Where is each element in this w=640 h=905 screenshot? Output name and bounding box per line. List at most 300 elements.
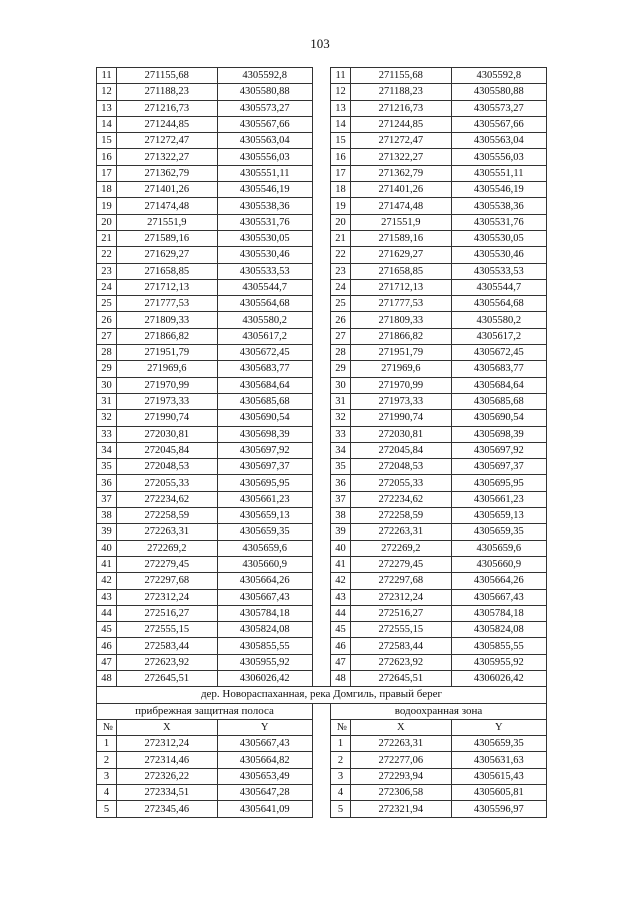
table-row — [97, 230, 547, 246]
table-row — [97, 670, 547, 686]
right-point-number: 41 — [331, 556, 351, 572]
header-num-right: № — [331, 719, 351, 735]
right-y-coordinate: 4305530,05 — [451, 230, 546, 246]
right-y-coordinate: 4305824,08 — [451, 622, 546, 638]
left-x-coordinate: 272334,51 — [117, 785, 217, 801]
right-point-number: 22 — [331, 247, 351, 263]
left-y-coordinate: 4305667,43 — [217, 736, 312, 752]
left-x-coordinate: 272045,84 — [117, 442, 217, 458]
left-point-number: 23 — [97, 263, 117, 279]
right-y-coordinate: 4305617,2 — [451, 328, 546, 344]
right-x-coordinate: 272234,62 — [351, 491, 451, 507]
left-y-coordinate: 4305617,2 — [217, 328, 312, 344]
table-row — [97, 654, 547, 670]
left-point-number: 43 — [97, 589, 117, 605]
table-row — [97, 622, 547, 638]
left-x-coordinate: 271973,33 — [117, 393, 217, 409]
right-y-coordinate: 4305580,88 — [451, 84, 546, 100]
column-gap — [312, 116, 330, 132]
right-x-coordinate: 271474,48 — [351, 198, 451, 214]
table-row — [97, 442, 547, 458]
right-y-coordinate: 4305659,13 — [451, 508, 546, 524]
header-y-left: Y — [217, 719, 312, 735]
right-x-coordinate: 272555,15 — [351, 622, 451, 638]
right-x-coordinate: 272293,94 — [351, 768, 451, 784]
left-x-coordinate: 271589,16 — [117, 230, 217, 246]
subtitle-row — [97, 703, 547, 719]
left-x-coordinate: 271551,9 — [117, 214, 217, 230]
left-point-number: 34 — [97, 442, 117, 458]
column-gap — [312, 312, 330, 328]
table-row — [97, 605, 547, 621]
column-gap — [312, 736, 330, 752]
column-gap — [312, 605, 330, 621]
left-x-coordinate: 271712,13 — [117, 279, 217, 295]
column-gap — [312, 475, 330, 491]
right-x-coordinate: 271188,23 — [351, 84, 451, 100]
right-point-number: 16 — [331, 149, 351, 165]
column-gap — [312, 459, 330, 475]
right-y-coordinate: 4305538,36 — [451, 198, 546, 214]
right-x-coordinate: 272263,31 — [351, 736, 451, 752]
right-x-coordinate: 272645,51 — [351, 670, 451, 686]
left-point-number: 32 — [97, 410, 117, 426]
right-y-coordinate: 4305631,63 — [451, 752, 546, 768]
left-point-number: 11 — [97, 68, 117, 84]
column-gap — [312, 361, 330, 377]
right-y-coordinate: 4305605,81 — [451, 785, 546, 801]
column-gap — [312, 100, 330, 116]
left-x-coordinate: 272055,33 — [117, 475, 217, 491]
page-number: 103 — [310, 36, 330, 51]
right-point-number: 45 — [331, 622, 351, 638]
left-x-coordinate: 272030,81 — [117, 426, 217, 442]
right-y-coordinate: 4305573,27 — [451, 100, 546, 116]
left-point-number: 25 — [97, 296, 117, 312]
right-point-number: 14 — [331, 116, 351, 132]
right-point-number: 21 — [331, 230, 351, 246]
left-x-coordinate: 271272,47 — [117, 133, 217, 149]
right-x-coordinate: 272048,53 — [351, 459, 451, 475]
left-x-coordinate: 272258,59 — [117, 508, 217, 524]
left-y-coordinate: 4305544,7 — [217, 279, 312, 295]
table-row — [97, 556, 547, 572]
left-point-number: 19 — [97, 198, 117, 214]
right-point-number: 11 — [331, 68, 351, 84]
left-x-coordinate: 271216,73 — [117, 100, 217, 116]
right-point-number: 20 — [331, 214, 351, 230]
left-x-coordinate: 272269,2 — [117, 540, 217, 556]
left-y-coordinate: 4305592,8 — [217, 68, 312, 84]
left-x-coordinate: 272555,15 — [117, 622, 217, 638]
column-gap — [312, 426, 330, 442]
table-row — [97, 768, 547, 784]
left-point-number: 29 — [97, 361, 117, 377]
left-x-coordinate: 272312,24 — [117, 736, 217, 752]
right-y-coordinate: 4305784,18 — [451, 605, 546, 621]
left-point-number: 27 — [97, 328, 117, 344]
left-point-number: 47 — [97, 654, 117, 670]
right-point-number: 15 — [331, 133, 351, 149]
column-gap — [312, 263, 330, 279]
left-y-coordinate: 4305784,18 — [217, 605, 312, 621]
table-row — [97, 263, 547, 279]
right-x-coordinate: 271969,6 — [351, 361, 451, 377]
left-x-coordinate: 271969,6 — [117, 361, 217, 377]
left-x-coordinate: 272623,92 — [117, 654, 217, 670]
table-row — [97, 573, 547, 589]
right-y-coordinate: 4305660,9 — [451, 556, 546, 572]
table-row — [97, 377, 547, 393]
header-x-right: X — [351, 719, 451, 735]
right-x-coordinate: 271629,27 — [351, 247, 451, 263]
column-gap — [312, 377, 330, 393]
right-point-number: 34 — [331, 442, 351, 458]
left-point-number: 31 — [97, 393, 117, 409]
right-y-coordinate: 4305855,55 — [451, 638, 546, 654]
left-y-coordinate: 4305551,11 — [217, 165, 312, 181]
table-row — [97, 426, 547, 442]
column-gap — [312, 328, 330, 344]
right-point-number: 48 — [331, 670, 351, 686]
right-y-coordinate: 4305564,68 — [451, 296, 546, 312]
column-gap — [312, 230, 330, 246]
column-gap — [312, 410, 330, 426]
right-point-number: 5 — [331, 801, 351, 817]
left-y-coordinate: 4305672,45 — [217, 345, 312, 361]
right-point-number: 17 — [331, 165, 351, 181]
left-x-coordinate: 272314,46 — [117, 752, 217, 768]
left-y-coordinate: 4305538,36 — [217, 198, 312, 214]
header-x-left: X — [117, 719, 217, 735]
right-point-number: 2 — [331, 752, 351, 768]
left-y-coordinate: 4305530,46 — [217, 247, 312, 263]
left-y-coordinate: 4305556,03 — [217, 149, 312, 165]
left-y-coordinate: 4305533,53 — [217, 263, 312, 279]
left-x-coordinate: 272279,45 — [117, 556, 217, 572]
right-x-coordinate: 272583,44 — [351, 638, 451, 654]
left-y-coordinate: 4305855,55 — [217, 638, 312, 654]
column-gap — [312, 296, 330, 312]
right-y-coordinate: 4305690,54 — [451, 410, 546, 426]
table-row — [97, 524, 547, 540]
left-y-coordinate: 4305683,77 — [217, 361, 312, 377]
right-x-coordinate: 272312,24 — [351, 589, 451, 605]
right-point-number: 26 — [331, 312, 351, 328]
left-x-coordinate: 271777,53 — [117, 296, 217, 312]
header-num-left: № — [97, 719, 117, 735]
left-x-coordinate: 272263,31 — [117, 524, 217, 540]
left-point-number: 33 — [97, 426, 117, 442]
right-y-coordinate: 4305659,35 — [451, 524, 546, 540]
left-y-coordinate: 4305653,49 — [217, 768, 312, 784]
left-x-coordinate: 271401,26 — [117, 182, 217, 198]
right-x-coordinate: 271973,33 — [351, 393, 451, 409]
left-y-coordinate: 4305955,92 — [217, 654, 312, 670]
right-y-coordinate: 4305544,7 — [451, 279, 546, 295]
column-gap — [312, 703, 330, 719]
right-point-number: 46 — [331, 638, 351, 654]
left-point-number: 41 — [97, 556, 117, 572]
right-point-number: 23 — [331, 263, 351, 279]
left-x-coordinate: 271809,33 — [117, 312, 217, 328]
left-point-number: 14 — [97, 116, 117, 132]
column-gap — [312, 540, 330, 556]
column-gap — [312, 247, 330, 263]
left-point-number: 45 — [97, 622, 117, 638]
column-gap — [312, 622, 330, 638]
right-y-coordinate: 4305615,43 — [451, 768, 546, 784]
column-gap — [312, 573, 330, 589]
right-point-number: 3 — [331, 768, 351, 784]
left-point-number: 17 — [97, 165, 117, 181]
left-point-number: 13 — [97, 100, 117, 116]
column-gap — [312, 68, 330, 84]
left-point-number: 40 — [97, 540, 117, 556]
right-point-number: 37 — [331, 491, 351, 507]
left-y-coordinate: 4305664,82 — [217, 752, 312, 768]
left-y-coordinate: 4306026,42 — [217, 670, 312, 686]
left-x-coordinate: 271188,23 — [117, 84, 217, 100]
left-point-number: 16 — [97, 149, 117, 165]
table-row — [97, 801, 547, 817]
left-y-coordinate: 4305564,68 — [217, 296, 312, 312]
left-point-number: 18 — [97, 182, 117, 198]
right-point-number: 4 — [331, 785, 351, 801]
left-x-coordinate: 272583,44 — [117, 638, 217, 654]
left-point-number: 22 — [97, 247, 117, 263]
right-point-number: 12 — [331, 84, 351, 100]
left-y-coordinate: 4305661,23 — [217, 491, 312, 507]
right-y-coordinate: 4305556,03 — [451, 149, 546, 165]
header-row — [97, 719, 547, 735]
right-point-number: 31 — [331, 393, 351, 409]
right-y-coordinate: 4305683,77 — [451, 361, 546, 377]
left-y-coordinate: 4305698,39 — [217, 426, 312, 442]
right-y-coordinate: 4305563,04 — [451, 133, 546, 149]
right-y-coordinate: 4305697,92 — [451, 442, 546, 458]
left-point-number: 4 — [97, 785, 117, 801]
left-y-coordinate: 4305641,09 — [217, 801, 312, 817]
table-row — [97, 100, 547, 116]
table-row — [97, 736, 547, 752]
column-gap — [312, 638, 330, 654]
right-y-coordinate: 4305661,23 — [451, 491, 546, 507]
table-row — [97, 133, 547, 149]
left-point-number: 24 — [97, 279, 117, 295]
left-point-number: 48 — [97, 670, 117, 686]
left-y-coordinate: 4305659,6 — [217, 540, 312, 556]
top-rows — [97, 68, 547, 687]
header-y-right: Y — [451, 719, 546, 735]
table-row — [97, 312, 547, 328]
right-x-coordinate: 272045,84 — [351, 442, 451, 458]
right-y-coordinate: 4305697,37 — [451, 459, 546, 475]
left-point-number: 3 — [97, 768, 117, 784]
left-y-coordinate: 4305684,64 — [217, 377, 312, 393]
right-point-number: 33 — [331, 426, 351, 442]
column-gap — [312, 768, 330, 784]
left-point-number: 46 — [97, 638, 117, 654]
left-x-coordinate: 271362,79 — [117, 165, 217, 181]
column-gap — [312, 182, 330, 198]
right-y-coordinate: 4306026,42 — [451, 670, 546, 686]
left-point-number: 37 — [97, 491, 117, 507]
left-y-coordinate: 4305697,37 — [217, 459, 312, 475]
right-point-number: 32 — [331, 410, 351, 426]
column-gap — [312, 752, 330, 768]
right-x-coordinate: 272321,94 — [351, 801, 451, 817]
column-gap — [312, 149, 330, 165]
left-y-coordinate: 4305530,05 — [217, 230, 312, 246]
left-x-coordinate: 271866,82 — [117, 328, 217, 344]
table-row — [97, 752, 547, 768]
section-title-row — [97, 687, 547, 703]
section-block — [97, 687, 547, 736]
right-x-coordinate: 272306,58 — [351, 785, 451, 801]
right-x-coordinate: 272030,81 — [351, 426, 451, 442]
table-row — [97, 84, 547, 100]
table-row — [97, 475, 547, 491]
right-point-number: 13 — [331, 100, 351, 116]
left-point-number: 44 — [97, 605, 117, 621]
right-point-number: 27 — [331, 328, 351, 344]
left-y-coordinate: 4305647,28 — [217, 785, 312, 801]
column-gap — [312, 589, 330, 605]
left-x-coordinate: 271990,74 — [117, 410, 217, 426]
right-x-coordinate: 272516,27 — [351, 605, 451, 621]
right-x-coordinate: 272279,45 — [351, 556, 451, 572]
left-y-coordinate: 4305580,88 — [217, 84, 312, 100]
right-y-coordinate: 4305667,43 — [451, 589, 546, 605]
left-x-coordinate: 271658,85 — [117, 263, 217, 279]
right-y-coordinate: 4305664,26 — [451, 573, 546, 589]
table-row — [97, 638, 547, 654]
left-point-number: 21 — [97, 230, 117, 246]
column-gap — [312, 442, 330, 458]
right-point-number: 38 — [331, 508, 351, 524]
right-x-coordinate: 271951,79 — [351, 345, 451, 361]
right-y-coordinate: 4305698,39 — [451, 426, 546, 442]
left-y-coordinate: 4305690,54 — [217, 410, 312, 426]
table-row — [97, 491, 547, 507]
left-y-coordinate: 4305664,26 — [217, 573, 312, 589]
left-point-number: 12 — [97, 84, 117, 100]
column-gap — [312, 491, 330, 507]
column-gap — [312, 165, 330, 181]
left-y-coordinate: 4305573,27 — [217, 100, 312, 116]
right-point-number: 24 — [331, 279, 351, 295]
right-x-coordinate: 271990,74 — [351, 410, 451, 426]
right-point-number: 18 — [331, 182, 351, 198]
right-y-coordinate: 4305659,35 — [451, 736, 546, 752]
left-x-coordinate: 272297,68 — [117, 573, 217, 589]
left-y-coordinate: 4305659,13 — [217, 508, 312, 524]
right-y-coordinate: 4305592,8 — [451, 68, 546, 84]
left-x-coordinate: 271244,85 — [117, 116, 217, 132]
right-x-coordinate: 271866,82 — [351, 328, 451, 344]
right-point-number: 35 — [331, 459, 351, 475]
column-gap — [312, 345, 330, 361]
left-y-coordinate: 4305546,19 — [217, 182, 312, 198]
left-point-number: 28 — [97, 345, 117, 361]
left-y-coordinate: 4305824,08 — [217, 622, 312, 638]
right-x-coordinate: 271712,13 — [351, 279, 451, 295]
table-row — [97, 149, 547, 165]
table-row — [97, 540, 547, 556]
left-subtitle: прибрежная защитная полоса — [97, 703, 313, 719]
right-x-coordinate: 271551,9 — [351, 214, 451, 230]
column-gap — [312, 801, 330, 817]
table-row — [97, 589, 547, 605]
right-point-number: 47 — [331, 654, 351, 670]
right-x-coordinate: 271322,27 — [351, 149, 451, 165]
table-row — [97, 393, 547, 409]
right-point-number: 25 — [331, 296, 351, 312]
right-y-coordinate: 4305567,66 — [451, 116, 546, 132]
table-row — [97, 116, 547, 132]
right-y-coordinate: 4305684,64 — [451, 377, 546, 393]
left-point-number: 26 — [97, 312, 117, 328]
column-gap — [312, 670, 330, 686]
right-x-coordinate: 271658,85 — [351, 263, 451, 279]
right-point-number: 36 — [331, 475, 351, 491]
left-x-coordinate: 271155,68 — [117, 68, 217, 84]
table-row — [97, 459, 547, 475]
right-y-coordinate: 4305531,76 — [451, 214, 546, 230]
right-x-coordinate: 271155,68 — [351, 68, 451, 84]
right-point-number: 29 — [331, 361, 351, 377]
left-point-number: 30 — [97, 377, 117, 393]
right-x-coordinate: 271272,47 — [351, 133, 451, 149]
table-row — [97, 296, 547, 312]
section-title: дер. Новораспаханная, река Домгиль, правый берег — [97, 687, 547, 703]
left-x-coordinate: 271629,27 — [117, 247, 217, 263]
right-point-number: 42 — [331, 573, 351, 589]
left-point-number: 39 — [97, 524, 117, 540]
right-y-coordinate: 4305546,19 — [451, 182, 546, 198]
column-gap — [312, 214, 330, 230]
left-y-coordinate: 4305695,95 — [217, 475, 312, 491]
right-x-coordinate: 271809,33 — [351, 312, 451, 328]
column-gap — [312, 133, 330, 149]
table-row — [97, 198, 547, 214]
right-point-number: 30 — [331, 377, 351, 393]
right-y-coordinate: 4305580,2 — [451, 312, 546, 328]
right-x-coordinate: 272297,68 — [351, 573, 451, 589]
left-point-number: 35 — [97, 459, 117, 475]
right-x-coordinate: 272269,2 — [351, 540, 451, 556]
left-x-coordinate: 272516,27 — [117, 605, 217, 621]
left-x-coordinate: 272345,46 — [117, 801, 217, 817]
left-x-coordinate: 272645,51 — [117, 670, 217, 686]
table-row — [97, 361, 547, 377]
left-y-coordinate: 4305567,66 — [217, 116, 312, 132]
table-row — [97, 68, 547, 84]
left-y-coordinate: 4305531,76 — [217, 214, 312, 230]
right-point-number: 43 — [331, 589, 351, 605]
right-y-coordinate: 4305672,45 — [451, 345, 546, 361]
left-x-coordinate: 272234,62 — [117, 491, 217, 507]
table-row — [97, 214, 547, 230]
table-row — [97, 785, 547, 801]
right-point-number: 40 — [331, 540, 351, 556]
left-point-number: 42 — [97, 573, 117, 589]
column-gap — [312, 556, 330, 572]
right-x-coordinate: 272258,59 — [351, 508, 451, 524]
left-y-coordinate: 4305659,35 — [217, 524, 312, 540]
left-y-coordinate: 4305563,04 — [217, 133, 312, 149]
